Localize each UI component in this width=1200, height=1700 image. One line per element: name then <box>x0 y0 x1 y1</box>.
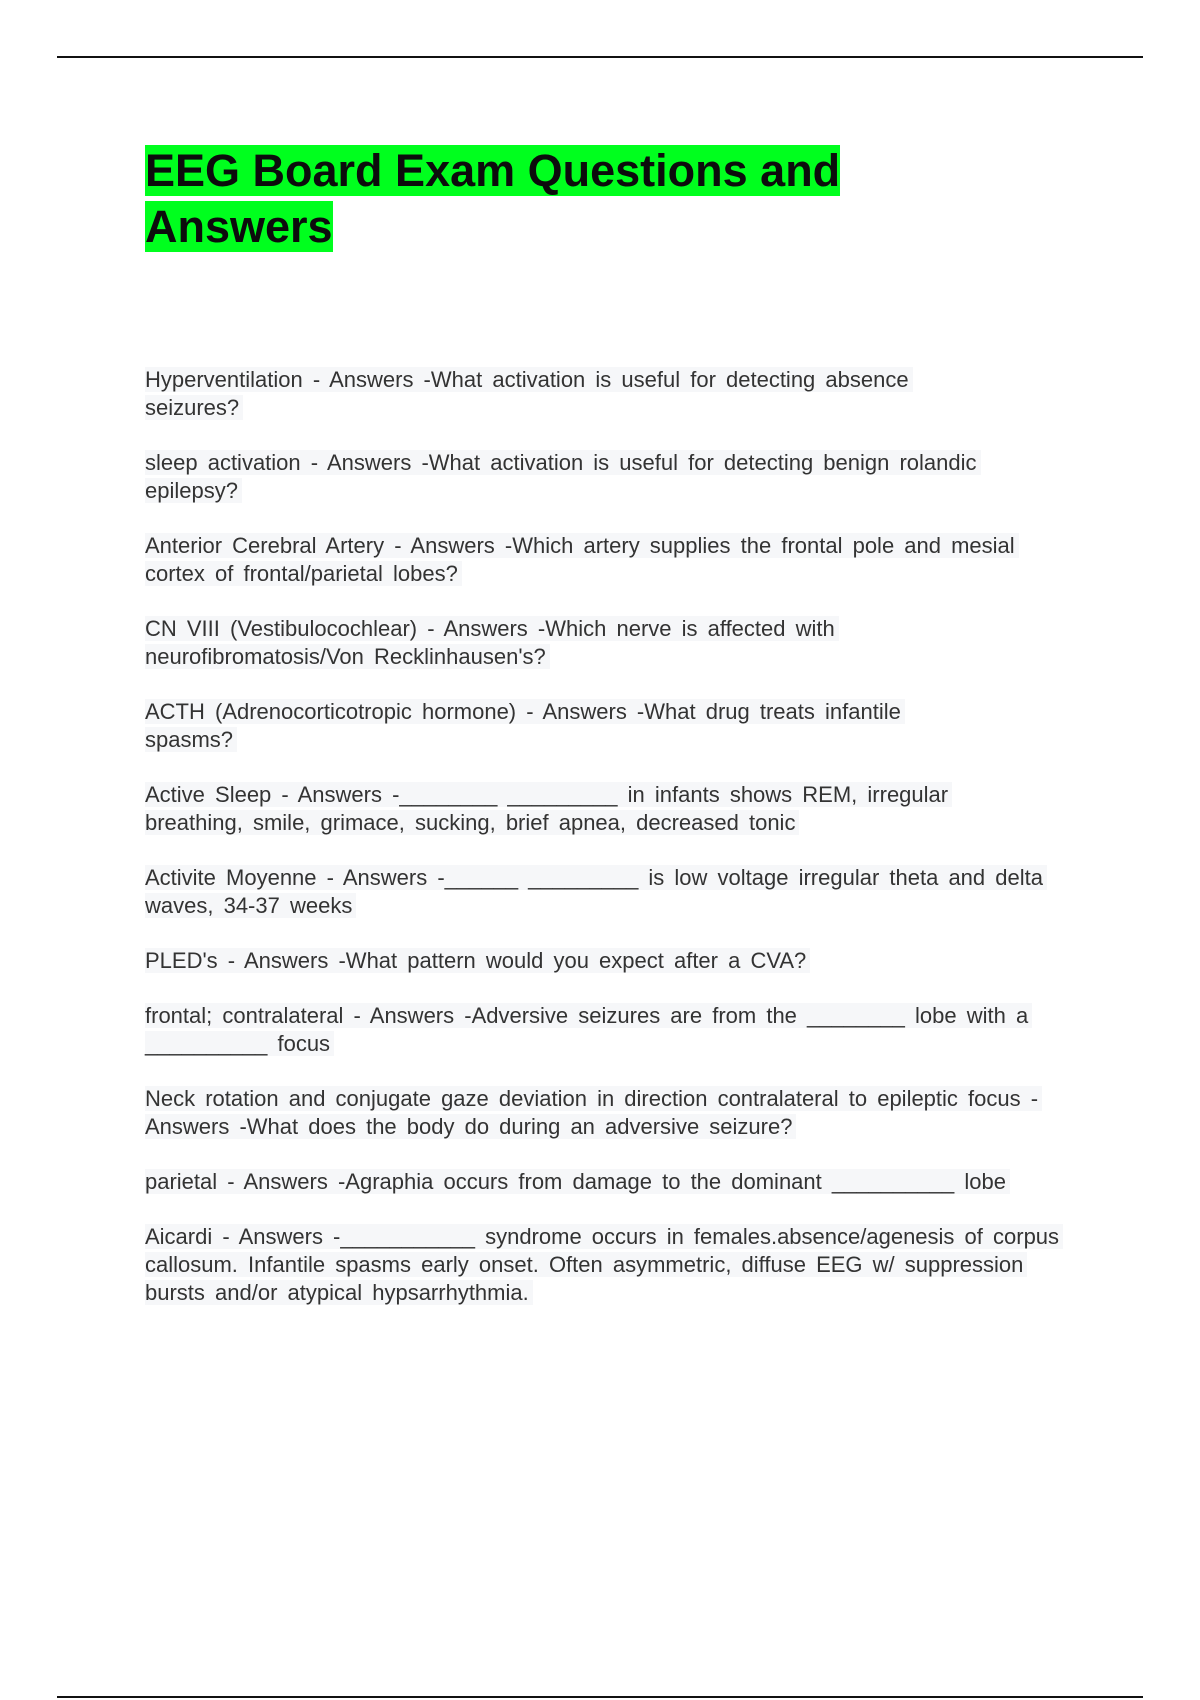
qa-item <box>145 366 995 422</box>
qa-item-text: sleep activation - Answers -What activation is useful for detecting benign rolandic epilepsy? <box>145 450 981 503</box>
qa-item-text: PLED's - Answers -What pattern would you expect after a CVA? <box>145 948 810 973</box>
document-title-text: EEG Board Exam Questions and Answers <box>145 145 841 252</box>
qa-item-text: Activite Moyenne - Answers -______ _________ is low voltage irregular theta and delta waves, 34-37 weeks <box>145 865 1047 918</box>
qa-item <box>145 698 995 754</box>
qa-item-text: CN VIII (Vestibulocochlear) - Answers -Which nerve is affected with neurofibromatosis/Von Recklinhausen's? <box>145 616 839 669</box>
qa-item-text: ACTH (Adrenocorticotropic hormone) - Answers -What drug treats infantile spasms? <box>145 699 905 752</box>
qa-item-text: Active Sleep - Answers -________ _________ in infants shows REM, irregular breathing, smile, grimace, sucking, brief apnea, decreased tonic <box>145 782 952 835</box>
footer-rule <box>57 1696 1143 1698</box>
qa-item-text: Hyperventilation - Answers -What activation is useful for detecting absence seizures? <box>145 367 913 420</box>
qa-list <box>145 366 1075 1334</box>
qa-item <box>145 864 1075 920</box>
qa-item <box>145 615 935 671</box>
qa-item <box>145 781 1045 837</box>
qa-item-text: frontal; contralateral - Answers -Adversive seizures are from the ________ lobe with a __________ focus <box>145 1003 1032 1056</box>
qa-item <box>145 532 1035 588</box>
title-block <box>145 143 915 255</box>
qa-item <box>145 1223 1075 1307</box>
qa-item <box>145 1085 1045 1141</box>
qa-item-text: Anterior Cerebral Artery - Answers -Which artery supplies the frontal pole and mesial cortex of frontal/parietal lobes? <box>145 533 1019 586</box>
qa-item-text: Neck rotation and conjugate gaze deviation in direction contralateral to epileptic focus - Answers -What does the body do during an adversive seizure? <box>145 1086 1042 1139</box>
qa-item <box>145 947 1075 975</box>
qa-item <box>145 449 1075 505</box>
qa-item-text: Aicardi - Answers -___________ syndrome occurs in females.absence/agenesis of corpus callosum. Infantile spasms early onset. Often asymmetric, diffuse EEG w/ suppression bursts and/or atypical hypsarrhythmia. <box>145 1224 1063 1305</box>
document-title <box>145 143 915 255</box>
qa-item <box>145 1002 1045 1058</box>
qa-item-text: parietal - Answers -Agraphia occurs from damage to the dominant __________ lobe <box>145 1169 1010 1194</box>
qa-item <box>145 1168 1045 1196</box>
header-rule <box>57 56 1143 58</box>
